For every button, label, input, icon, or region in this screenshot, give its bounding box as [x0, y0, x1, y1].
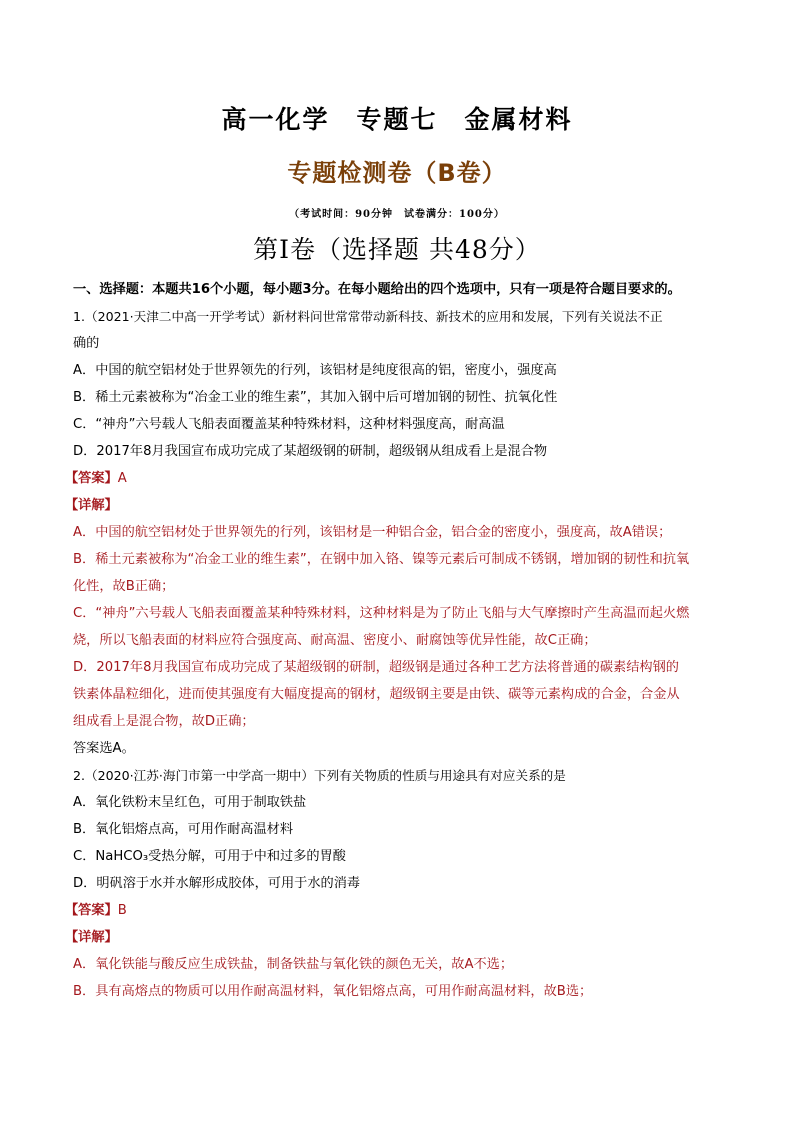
answer-value: A: [117, 471, 127, 486]
document-title: 高一化学 专题七 金属材料: [221, 105, 573, 134]
question-content: [65, 276, 723, 1005]
question-1-detail-line: D．2017年8月我国宣布成功完成了某超级钢的研制，超级钢是通过各种工艺方法将普通的碳素结构钢的: [73, 660, 679, 675]
question-1-detail-line: 组成看上是混合物，故D正确；: [73, 714, 255, 729]
question-2-detail-line: B．具有高熔点的物质可以用作耐高温材料，氧化铝熔点高，可用作耐高温材料，故B选；: [73, 984, 593, 999]
question-1-detail-line: C．“神舟”六号载人飞船表面覆盖某种特殊材料，这种材料是为了防止飞船与大气摩擦时产生高温而起火燃: [73, 606, 690, 621]
instructions: 一、选择题：本题共16个小题，每小题3分。在每小题给出的四个选项中，只有一项是符合题目要求的。: [73, 282, 681, 297]
question-1-answer: [65, 465, 723, 492]
question-2-stem: 2.（2020·江苏·海门市第一中学高一期中）下列有关物质的性质与用途具有对应关系的是: [73, 768, 566, 783]
question-1-detail-line: 烧，所以飞船表面的材料应符合强度高、耐高温、密度小、耐腐蚀等优异性能，故C正确；: [73, 633, 597, 648]
question-1-stem: 1.（2021·天津二中高一开学考试）新材料问世常常带动新科技、新技术的应用和发展，下列有关说法不正: [73, 309, 663, 324]
question-1-option-b: B．稀土元素被称为“冶金工业的维生素”，其加入钢中后可增加钢的韧性、抗氧化性: [73, 390, 558, 405]
question-1-detail-line: A．中国的航空铝材处于世界领先的行列，该铝材是一种铝合金，铝合金的密度小，强度高，故A错误；: [73, 525, 672, 540]
question-1-detail-label: 【详解】: [65, 498, 118, 513]
answer-value: B: [117, 903, 127, 918]
question-1-detail-line: 化性，故B正确；: [73, 579, 175, 594]
question-2-option-a: A．氧化铁粉末呈红色，可用于制取铁盐: [73, 795, 307, 810]
question-1-detail-line: 铁素体晶粒细化，进而使其强度有大幅度提高的钢材，超级钢主要是由铁、碳等元素构成的合金，合金从: [73, 687, 680, 702]
document-subtitle: 专题检测卷（B卷）: [287, 159, 507, 187]
section-title: 第Ⅰ卷（选择题 共48分）: [253, 235, 541, 264]
question-1-stem-cont: 确的: [73, 336, 100, 351]
question-1-option-a: A．中国的航空铝材处于世界领先的行列，该铝材是纯度很高的铝，密度小，强度高: [73, 363, 557, 378]
question-2-answer: [65, 897, 723, 924]
question-1-detail-line: B．稀土元素被称为“冶金工业的维生素”，在钢中加入铬、镍等元素后可制成不锈钢，增加钢的韧性和抗氧: [73, 552, 690, 567]
answer-label: 【答案】: [65, 471, 118, 486]
exam-info: （考试时间：90分钟 试卷满分：100分）: [289, 209, 505, 220]
question-1-option-d: D．2017年8月我国宣布成功完成了某超级钢的研制，超级钢从组成看上是混合物: [73, 444, 548, 459]
question-1-option-c: C．“神舟”六号载人飞船表面覆盖某种特殊材料，这种材料强度高，耐高温: [73, 417, 505, 432]
answer-label: 【答案】: [65, 903, 118, 918]
question-1-conclusion: 答案选A。: [73, 741, 135, 756]
question-2-option-c: C．NaHCO₃受热分解，可用于中和过多的胃酸: [73, 849, 346, 864]
question-2-detail-line: A．氧化铁能与酸反应生成铁盐，制备铁盐与氧化铁的颜色无关，故A不选；: [73, 957, 514, 972]
question-2-option-d: D．明矾溶于水并水解形成胶体，可用于水的消毒: [73, 876, 361, 891]
question-2-option-b: B．氧化铝熔点高，可用作耐高温材料: [73, 822, 294, 837]
question-2-detail-label: 【详解】: [65, 930, 118, 945]
